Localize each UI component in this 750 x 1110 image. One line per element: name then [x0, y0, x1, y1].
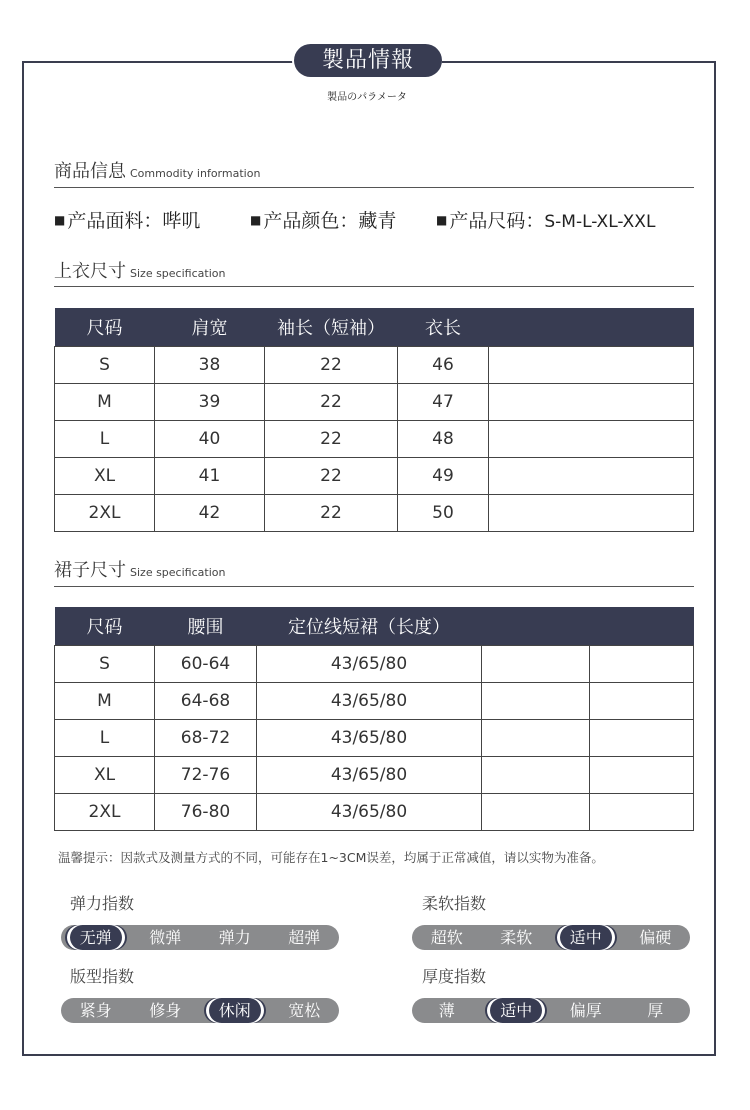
table-row — [55, 420, 694, 457]
elasticity-option — [200, 925, 270, 950]
table-cell — [590, 719, 694, 756]
table-cell: 22 — [265, 383, 398, 420]
table-cell — [489, 494, 694, 531]
table-cell — [489, 420, 694, 457]
table-header-row — [55, 607, 694, 645]
softness-scale — [412, 925, 690, 950]
table-cell — [489, 346, 694, 383]
fit-option — [61, 998, 131, 1023]
table-cell: 47 — [398, 383, 489, 420]
table-cell — [590, 645, 694, 682]
elasticity-option-label: 弹力 — [218, 928, 251, 947]
table-cell: S — [55, 346, 155, 383]
table-cell: 22 — [265, 457, 398, 494]
table-cell: M — [55, 383, 155, 420]
divider — [54, 286, 694, 287]
table-cell: L — [55, 420, 155, 457]
softness-label: 柔软指数 — [422, 894, 487, 913]
table-cell — [482, 719, 590, 756]
fit-option — [270, 998, 340, 1023]
table-row — [55, 645, 694, 682]
page-subtitle: 製品のパラメータ — [327, 92, 407, 103]
thickness-option — [551, 998, 621, 1023]
commodity-title: 商品信息 — [54, 161, 126, 182]
fabric-value: 哔叽 — [162, 210, 201, 232]
color-param — [250, 206, 396, 233]
table-cell: M — [55, 682, 155, 719]
softness-option-label: 柔软 — [500, 928, 533, 947]
table-cell: 40 — [155, 420, 265, 457]
table-cell — [590, 682, 694, 719]
table-cell — [489, 383, 694, 420]
fit-option-label: 休闲 — [209, 998, 261, 1023]
commodity-title-en: Commodity information — [130, 167, 261, 180]
skirt-size-section-title — [54, 556, 225, 582]
warm-tip: 温馨提示：因款式及测量方式的不同，可能存在1~3CM误差，均属于正常减值，请以实物为准备。 — [58, 850, 604, 865]
size-param — [436, 206, 655, 233]
top-size-section-title — [54, 257, 225, 283]
table-cell: 50 — [398, 494, 489, 531]
table-row — [55, 756, 694, 793]
page-title: 製品情報 — [294, 44, 442, 77]
fit-option — [131, 998, 201, 1023]
size-value: S-M-L-XL-XXL — [544, 212, 656, 232]
table-cell: 2XL — [55, 793, 155, 830]
table-cell: 41 — [155, 457, 265, 494]
softness-option — [621, 925, 691, 950]
softness-option — [551, 925, 621, 950]
fit-option-label: 宽松 — [288, 1001, 321, 1020]
table-cell: 43/65/80 — [257, 645, 482, 682]
softness-option-label: 超软 — [430, 928, 463, 947]
table-cell — [482, 793, 590, 830]
table-cell: 43/65/80 — [257, 756, 482, 793]
table-cell: 72-76 — [155, 756, 257, 793]
top-size-table — [54, 308, 694, 532]
thickness-option — [482, 998, 552, 1023]
table-header: 定位线短裙（长度） — [257, 607, 482, 645]
fit-option — [200, 998, 270, 1023]
table-header — [482, 607, 590, 645]
elasticity-option — [270, 925, 340, 950]
table-cell — [590, 793, 694, 830]
skirt-size-body — [55, 645, 694, 830]
bullet-icon: ■ — [436, 213, 448, 227]
table-header — [590, 607, 694, 645]
table-header: 衣长 — [398, 308, 489, 346]
table-header: 肩宽 — [155, 308, 265, 346]
table-cell: 60-64 — [155, 645, 257, 682]
table-cell: L — [55, 719, 155, 756]
softness-option-label: 偏硬 — [639, 928, 672, 947]
table-header: 尺码 — [55, 308, 155, 346]
thickness-option-label: 厚 — [647, 1001, 664, 1020]
top-size-title: 上衣尺寸 — [54, 261, 126, 282]
table-header-row — [55, 308, 694, 346]
table-cell: 48 — [398, 420, 489, 457]
thickness-option — [621, 998, 691, 1023]
table-cell: XL — [55, 756, 155, 793]
skirt-size-table — [54, 607, 694, 831]
softness-option-label: 适中 — [560, 925, 612, 950]
table-cell: 43/65/80 — [257, 793, 482, 830]
table-row — [55, 346, 694, 383]
table-cell: 43/65/80 — [257, 682, 482, 719]
table-cell: 68-72 — [155, 719, 257, 756]
fit-option-label: 紧身 — [79, 1001, 112, 1020]
table-header: 袖长（短袖） — [265, 308, 398, 346]
fit-label: 版型指数 — [70, 967, 135, 986]
skirt-size-title: 裙子尺寸 — [54, 560, 126, 581]
table-cell — [590, 756, 694, 793]
table-cell: XL — [55, 457, 155, 494]
table-row — [55, 383, 694, 420]
top-size-title-en: Size specification — [130, 267, 226, 280]
thickness-label: 厚度指数 — [422, 967, 487, 986]
top-size-body — [55, 346, 694, 531]
table-cell — [482, 756, 590, 793]
table-cell: 76-80 — [155, 793, 257, 830]
fit-option-label: 修身 — [149, 1001, 182, 1020]
commodity-section-title — [54, 157, 260, 183]
elasticity-scale — [61, 925, 339, 950]
table-cell: 46 — [398, 346, 489, 383]
table-cell: 22 — [265, 494, 398, 531]
table-cell: 39 — [155, 383, 265, 420]
table-cell: 64-68 — [155, 682, 257, 719]
thickness-option-label: 偏厚 — [569, 1001, 602, 1020]
fabric-label: 产品面料： — [67, 210, 163, 232]
table-cell — [482, 645, 590, 682]
softness-option — [412, 925, 482, 950]
table-header: 尺码 — [55, 607, 155, 645]
table-header: 腰围 — [155, 607, 257, 645]
table-cell — [482, 682, 590, 719]
thickness-scale — [412, 998, 690, 1023]
fit-scale — [61, 998, 339, 1023]
thickness-option — [412, 998, 482, 1023]
elasticity-option — [131, 925, 201, 950]
table-row — [55, 793, 694, 830]
product-params — [54, 206, 704, 232]
table-row — [55, 457, 694, 494]
table-cell: 22 — [265, 346, 398, 383]
divider — [54, 586, 694, 587]
table-cell: 2XL — [55, 494, 155, 531]
color-label: 产品颜色： — [263, 210, 359, 232]
elasticity-option-label: 微弹 — [149, 928, 182, 947]
table-header — [489, 308, 694, 346]
elasticity-label: 弹力指数 — [70, 894, 135, 913]
color-value: 藏青 — [358, 210, 397, 232]
elasticity-option — [61, 925, 131, 950]
size-label: 产品尺码： — [449, 210, 545, 232]
fabric-param — [54, 206, 200, 233]
bullet-icon: ■ — [250, 213, 262, 227]
thickness-option-label: 薄 — [438, 1001, 455, 1020]
elasticity-option-label: 超弹 — [288, 928, 321, 947]
thickness-option-label: 适中 — [490, 998, 542, 1023]
table-cell: S — [55, 645, 155, 682]
bullet-icon: ■ — [54, 213, 66, 227]
divider — [54, 187, 694, 188]
skirt-size-title-en: Size specification — [130, 566, 226, 579]
table-row — [55, 682, 694, 719]
table-cell: 43/65/80 — [257, 719, 482, 756]
table-cell — [489, 457, 694, 494]
table-cell: 49 — [398, 457, 489, 494]
softness-option — [482, 925, 552, 950]
elasticity-option-label: 无弹 — [70, 925, 122, 950]
table-cell: 22 — [265, 420, 398, 457]
table-row — [55, 719, 694, 756]
table-cell: 42 — [155, 494, 265, 531]
table-cell: 38 — [155, 346, 265, 383]
table-row — [55, 494, 694, 531]
